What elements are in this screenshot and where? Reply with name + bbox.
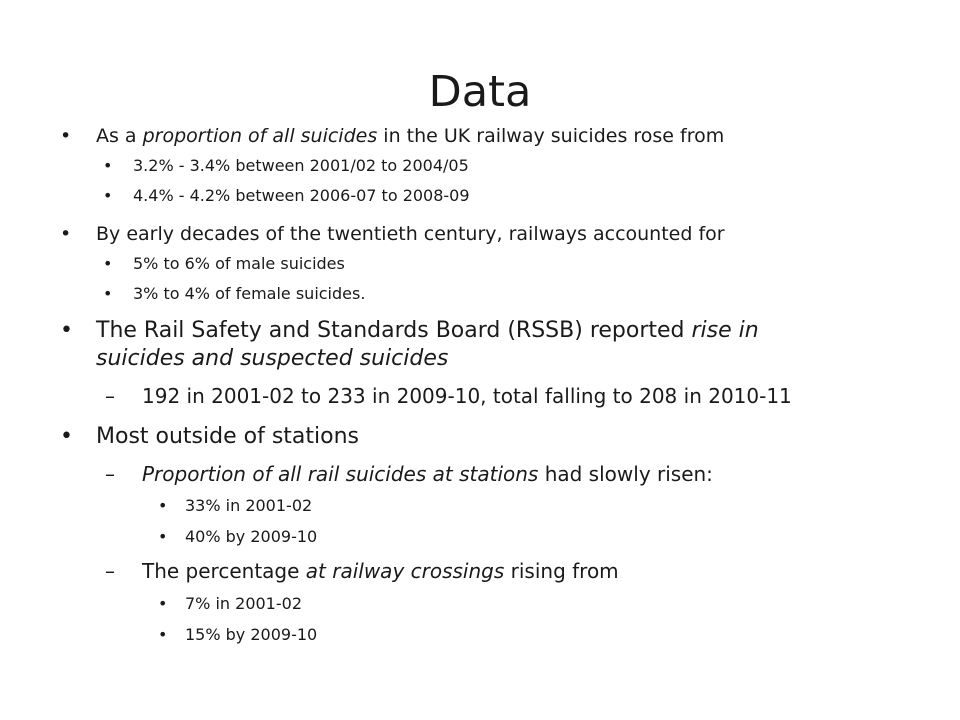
bullet-text: The Rail Safety and Standards Board (RSSB) reported rise in suicides and suspected suicides bbox=[96, 318, 759, 371]
bullet-text: As a proportion of all suicides in the UK railway suicides rose from bbox=[96, 125, 725, 147]
bullet-marker: • bbox=[60, 424, 73, 449]
bullet-text: 4.4% - 4.2% between 2006-07 to 2008-09 bbox=[133, 186, 470, 205]
bullet-text: 7% in 2001-02 bbox=[185, 594, 302, 613]
bullet-text: The percentage at railway crossings rising from bbox=[142, 559, 619, 583]
bullet-text: Most outside of stations bbox=[96, 424, 359, 449]
bullet-marker: • bbox=[158, 496, 168, 515]
bullet-marker: • bbox=[60, 223, 72, 245]
bullet-text: 3.2% - 3.4% between 2001/02 to 2004/05 bbox=[133, 156, 469, 175]
bullet-text: 5% to 6% of male suicides bbox=[133, 254, 345, 273]
bullet-marker: • bbox=[158, 594, 168, 613]
bullet-text: 15% by 2009-10 bbox=[185, 625, 318, 644]
bullet-text: 3% to 4% of female suicides. bbox=[133, 284, 366, 303]
bullet-marker: – bbox=[105, 462, 115, 486]
bullet-marker: • bbox=[103, 254, 113, 273]
bullet-text: 40% by 2009-10 bbox=[185, 527, 318, 546]
slide-title: Data bbox=[428, 67, 532, 117]
bullet-marker: • bbox=[103, 284, 113, 303]
bullet-text: Proportion of all rail suicides at stations had slowly risen: bbox=[142, 462, 713, 486]
bullet-marker: • bbox=[60, 125, 72, 147]
bullet-text: 33% in 2001-02 bbox=[185, 496, 313, 515]
bullet-marker: • bbox=[60, 318, 73, 343]
bullet-marker: – bbox=[105, 384, 115, 408]
bullet-marker: • bbox=[103, 156, 113, 175]
bullet-text: 192 in 2001-02 to 233 in 2009-10, total falling to 208 in 2010-11 bbox=[142, 384, 792, 408]
bullet-marker: • bbox=[158, 625, 168, 644]
bullet-text: By early decades of the twentieth century, railways accounted for bbox=[96, 223, 725, 245]
bullet-marker: – bbox=[105, 559, 115, 583]
bullet-marker: • bbox=[103, 186, 113, 205]
bullet-marker: • bbox=[158, 527, 168, 546]
